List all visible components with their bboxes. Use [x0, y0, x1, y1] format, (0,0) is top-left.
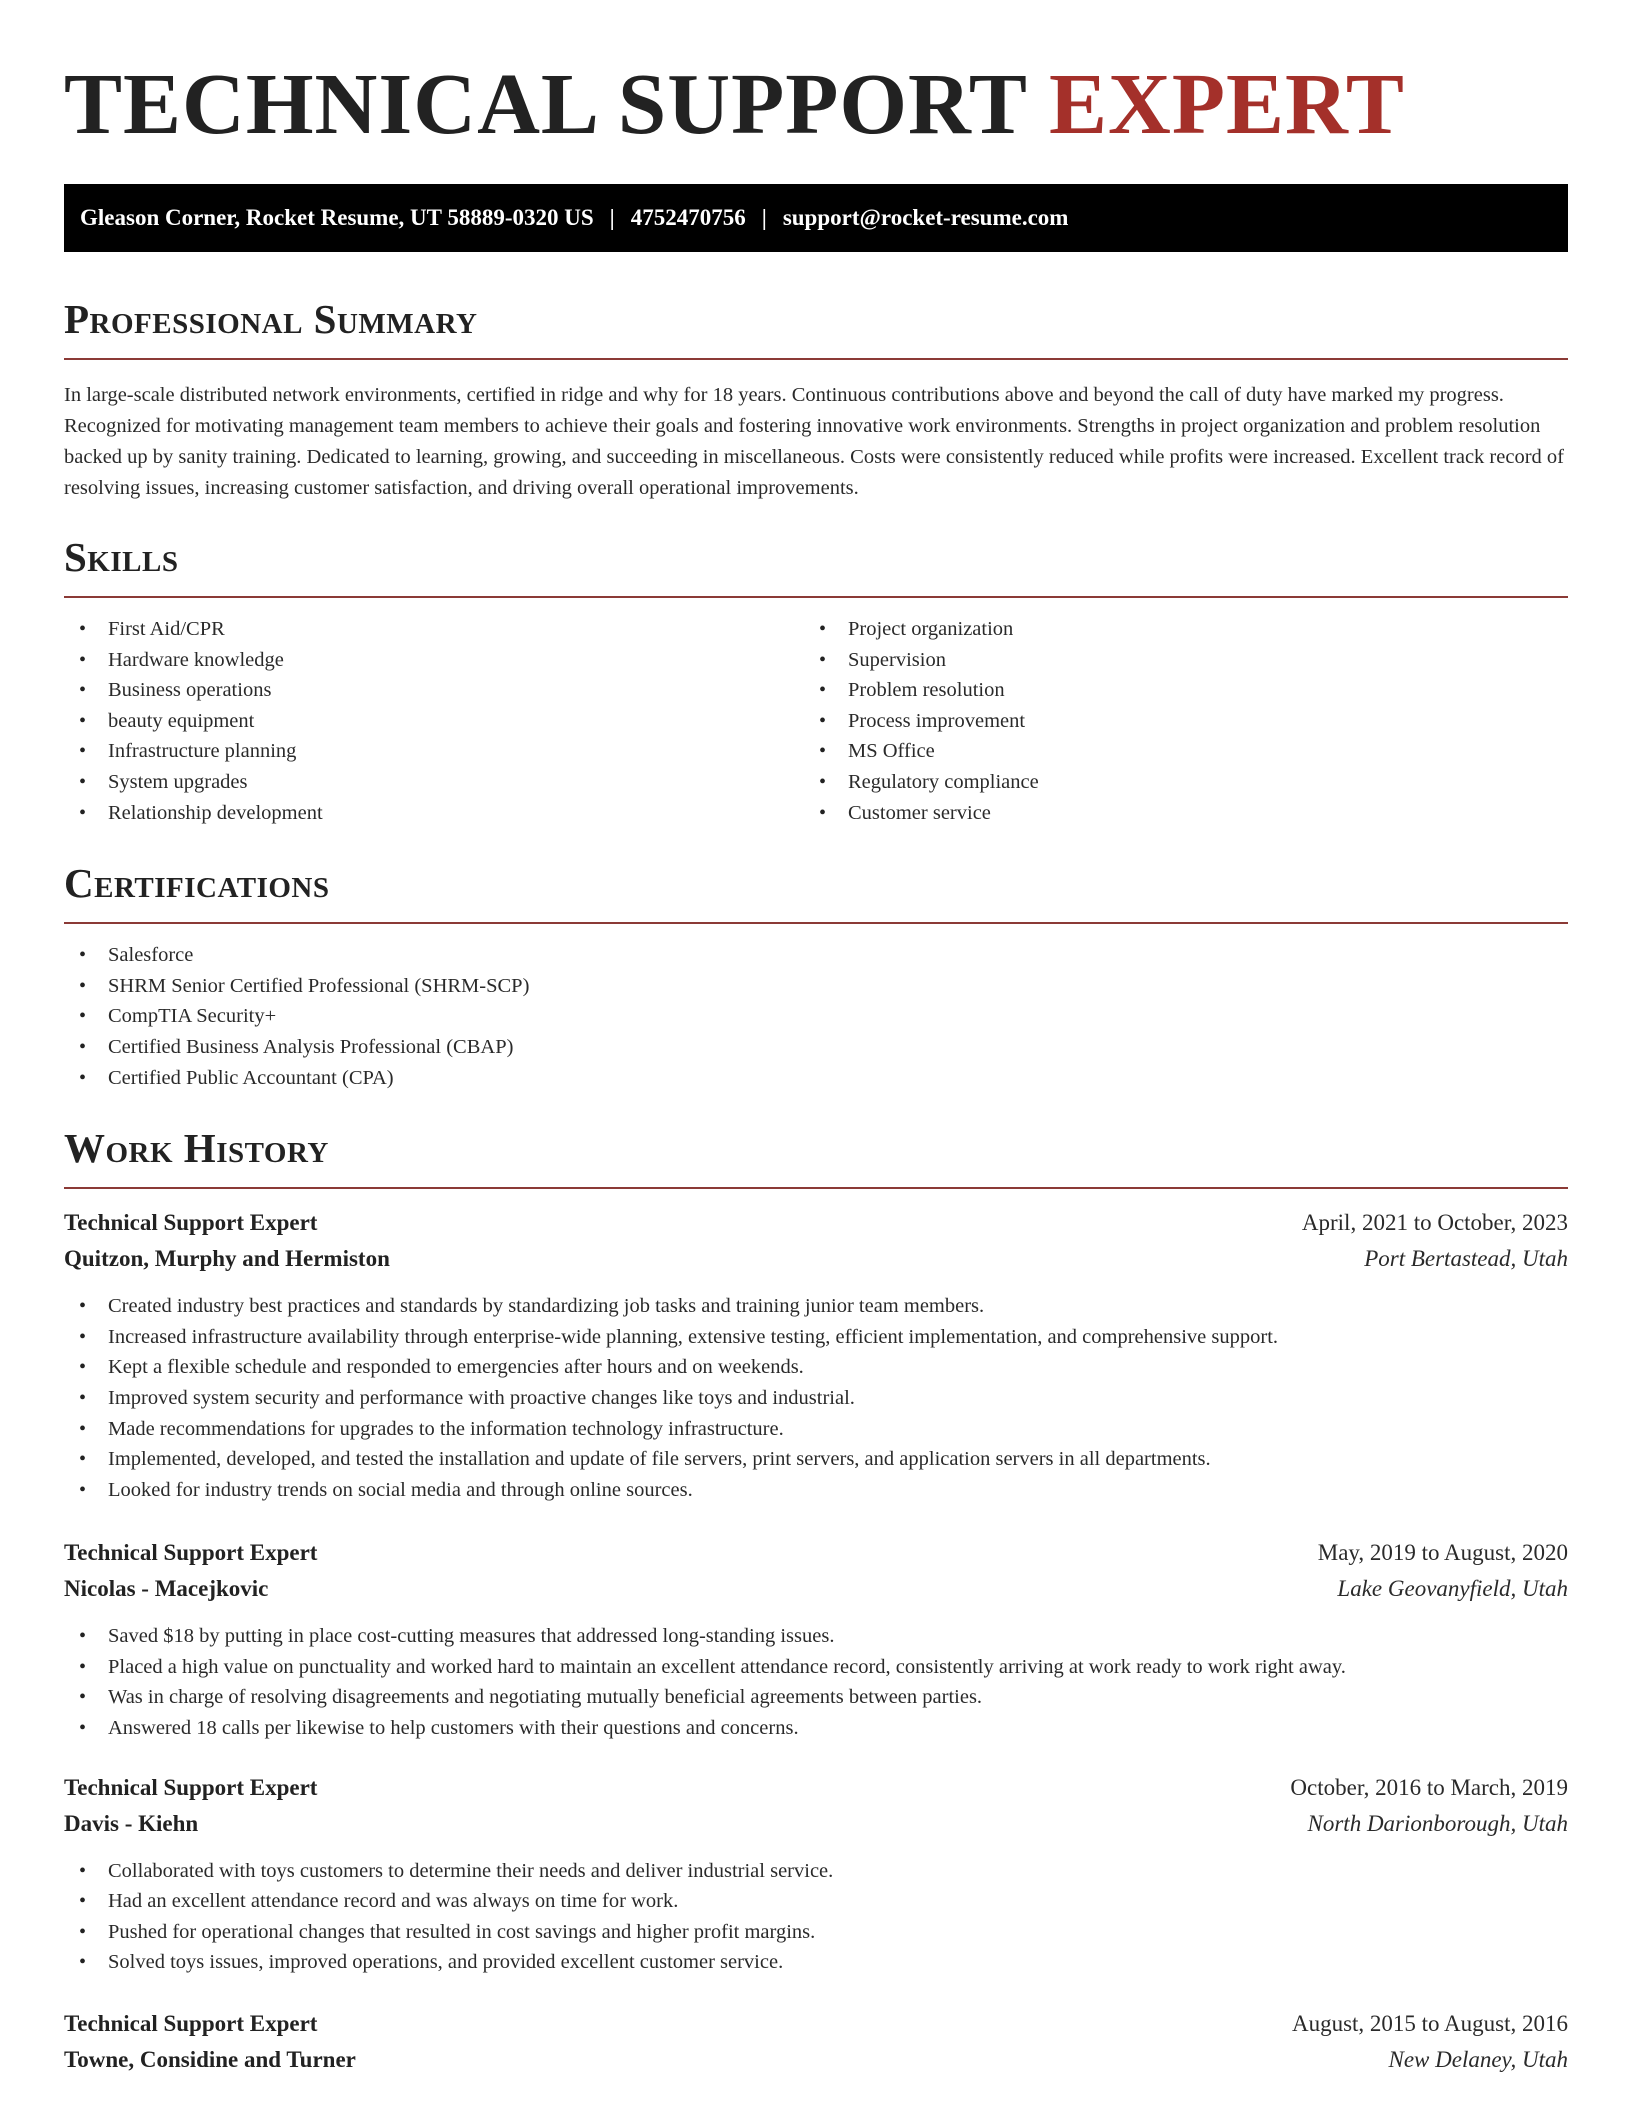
certification-item: • SHRM Senior Certified Professional (SHRM-SCP)	[64, 971, 1568, 1002]
skill-item: • Supervision	[804, 645, 1544, 676]
section-title-work-history: Work History	[64, 1125, 329, 1172]
job-title: Technical Support Expert	[64, 1210, 318, 1236]
certification-item: • Salesforce	[64, 940, 1568, 971]
skills-column-left	[64, 614, 804, 828]
job-dates: October, 2016 to March, 2019	[1290, 1774, 1568, 1800]
job-bullet: • Pushed for operational changes that resulted in cost savings and higher profit margins.	[64, 1917, 1568, 1948]
skills-list-left	[64, 614, 804, 828]
job-bullet: • Saved $18 by putting in place cost-cutting measures that addressed long-standing issues.	[64, 1621, 1568, 1652]
contact-separator: |	[609, 205, 615, 230]
job-title: Technical Support Expert	[64, 1774, 318, 1800]
job-company: Quitzon, Murphy and Hermiston	[64, 1246, 390, 1272]
skill-item: • beauty equipment	[64, 706, 804, 737]
job-location: North Darionborough, Utah	[1307, 1810, 1568, 1836]
skill-item: • Hardware knowledge	[64, 645, 804, 676]
job-header-row	[64, 2006, 1568, 2042]
skill-item: • Infrastructure planning	[64, 736, 804, 767]
job-bullet: • Kept a flexible schedule and responded to emergencies after hours and on weekends.	[64, 1352, 1568, 1383]
section-title-skills: Skills	[64, 534, 179, 580]
skill-item: • Project organization	[804, 614, 1544, 645]
job-entry	[64, 2006, 1568, 2078]
job-bullet: • Had an excellent attendance record and was always on time for work.	[64, 1886, 1568, 1917]
resume-name	[64, 0, 1568, 152]
job-company-row	[64, 2042, 1568, 2078]
job-bullet: • Improved system security and performance with proactive changes like toys and industrial.	[64, 1383, 1568, 1414]
job-bullet: • Created industry best practices and standards by standardizing job tasks and training junior team members.	[64, 1291, 1568, 1322]
skill-item: • First Aid/CPR	[64, 614, 804, 645]
summary-section	[64, 294, 1568, 504]
section-divider	[64, 596, 1568, 598]
job-title: Technical Support Expert	[64, 1540, 318, 1566]
summary-text: In large-scale distributed network environments, certified in ridge and why for 18 years. Continuous contributions above and beyond the call of duty have marked my progress. Recognized for motivating management team members to achieve their goals and fostering innovative work environments. Strengths in project organization and problem resolution backed up by sanity training. Dedicated to learning, growing, and succeeding in miscellaneous. Costs were consistently reduced while profits were increased. Excellent track record of resolving issues, increasing customer satisfaction, and driving overall operational improvements.	[64, 384, 1564, 499]
skill-item: • Business operations	[64, 675, 804, 706]
job-title: Technical Support Expert	[64, 2011, 318, 2037]
job-entry	[64, 1770, 1568, 1978]
job-location: Port Bertastead, Utah	[1364, 1246, 1568, 1272]
name-accent: EXPERT	[1049, 55, 1405, 152]
job-dates: August, 2015 to August, 2016	[1291, 2011, 1568, 2037]
job-bullet: • Collaborated with toys customers to determine their needs and deliver industrial service.	[64, 1856, 1568, 1887]
job-company-row	[64, 1806, 1568, 1842]
section-divider	[64, 922, 1568, 924]
job-company-row	[64, 1571, 1568, 1607]
contact-phone: 4752470756	[630, 205, 746, 230]
job-company-row	[64, 1241, 1568, 1277]
skills-grid	[64, 614, 1568, 828]
job-company: Towne, Considine and Turner	[64, 2047, 356, 2073]
job-location: Lake Geovanyfield, Utah	[1337, 1576, 1568, 1602]
section-title-certifications: Certifications	[64, 860, 330, 907]
job-dates: April, 2021 to October, 2023	[1301, 1210, 1568, 1236]
skills-section	[64, 532, 1568, 828]
job-entry	[64, 1205, 1568, 1505]
section-divider	[64, 1187, 1568, 1189]
certification-item: • Certified Business Analysis Professional (CBAP)	[64, 1032, 1568, 1063]
certifications-list	[64, 940, 1568, 1093]
job-header-row	[64, 1205, 1568, 1241]
job-company: Davis - Kiehn	[64, 1810, 199, 1836]
section-divider	[64, 358, 1568, 360]
certification-item: • Certified Public Accountant (CPA)	[64, 1063, 1568, 1094]
job-location: New Delaney, Utah	[1388, 2047, 1568, 2073]
job-bullet: • Implemented, developed, and tested the installation and update of file servers, print servers, and application servers in all departments.	[64, 1444, 1568, 1475]
certification-item: • CompTIA Security+	[64, 1001, 1568, 1032]
job-bullets	[64, 1291, 1568, 1505]
skill-item: • Process improvement	[804, 706, 1544, 737]
skill-item: • Relationship development	[64, 798, 804, 829]
job-entry	[64, 1535, 1568, 1743]
contact-bar	[64, 184, 1568, 252]
certifications-section	[64, 858, 1568, 1093]
skills-column-right	[804, 614, 1544, 828]
job-company: Nicolas - Macejkovic	[64, 1576, 269, 1602]
job-bullet: • Solved toys issues, improved operations, and provided excellent customer service.	[64, 1947, 1568, 1978]
job-bullet: • Looked for industry trends on social media and through online sources.	[64, 1475, 1568, 1506]
job-bullet: • Made recommendations for upgrades to the information technology infrastructure.	[64, 1414, 1568, 1445]
job-dates: May, 2019 to August, 2020	[1317, 1540, 1568, 1566]
skills-list-right	[804, 614, 1544, 828]
job-bullets	[64, 1621, 1568, 1743]
skill-item: • MS Office	[804, 736, 1544, 767]
contact-separator: |	[761, 205, 767, 230]
job-header-row	[64, 1770, 1568, 1806]
skill-item: • Regulatory compliance	[804, 767, 1544, 798]
job-header-row	[64, 1535, 1568, 1571]
skill-item: • Customer service	[804, 798, 1544, 829]
job-bullet: • Placed a high value on punctuality and worked hard to maintain an excellent attendance record, consistently arriving at work ready to work right away.	[64, 1652, 1568, 1683]
contact-email: support@rocket-resume.com	[782, 205, 1069, 230]
job-bullets	[64, 1856, 1568, 1978]
job-bullet: • Was in charge of resolving disagreements and negotiating mutually beneficial agreements between parties.	[64, 1682, 1568, 1713]
job-bullet: • Answered 18 calls per likewise to help customers with their questions and concerns.	[64, 1713, 1568, 1744]
contact-address: Gleason Corner, Rocket Resume, UT 58889-0320 US	[80, 205, 594, 230]
work-history-section	[64, 1123, 1568, 2078]
job-bullet: • Increased infrastructure availability through enterprise-wide planning, extensive testing, efficient implementation, and comprehensive support.	[64, 1322, 1568, 1353]
skill-item: • System upgrades	[64, 767, 804, 798]
name-main: TECHNICAL SUPPORT	[64, 55, 1050, 152]
skill-item: • Problem resolution	[804, 675, 1544, 706]
section-title-summary: Professional Summary	[64, 296, 478, 342]
